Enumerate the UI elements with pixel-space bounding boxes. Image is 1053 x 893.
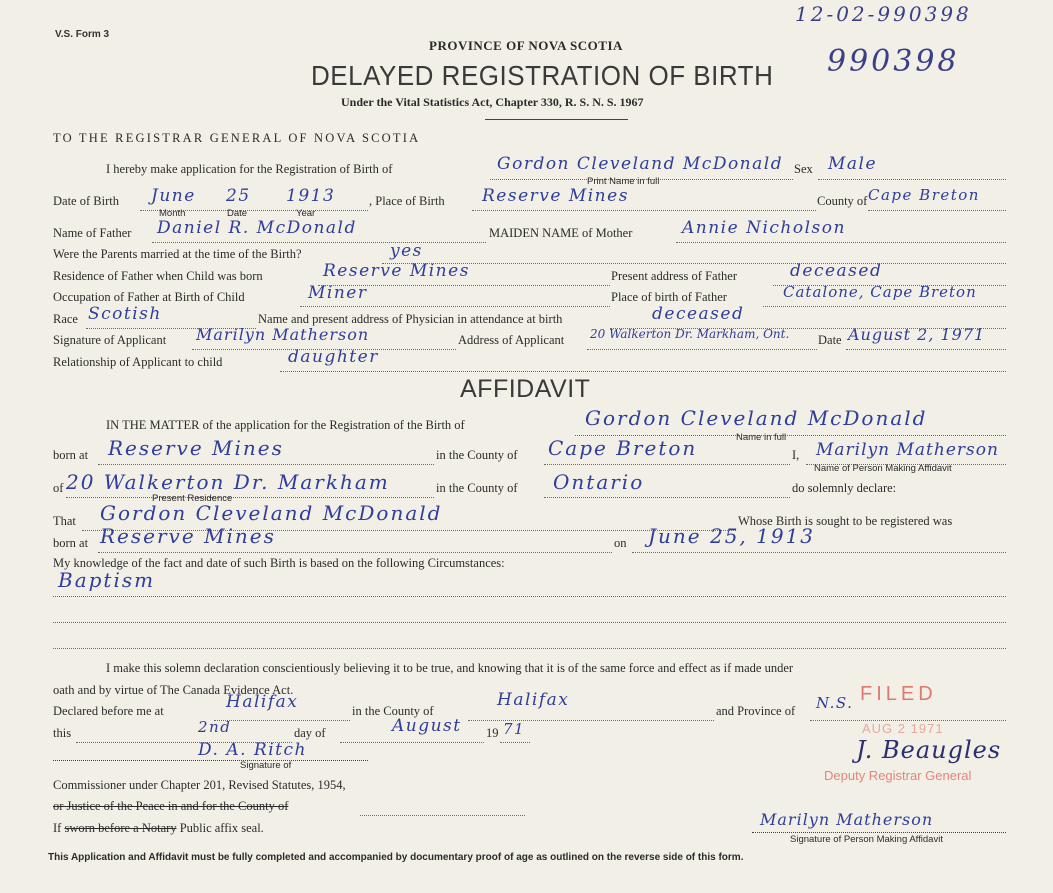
in-county2-line (544, 497, 790, 498)
day-of-value: August (392, 716, 462, 736)
present-address-father-label: Present address of Father (611, 269, 738, 283)
i-label: I, (792, 448, 800, 462)
person-sig-line (752, 832, 1006, 833)
married-line (382, 263, 1006, 264)
place-birth-father-line (763, 306, 1006, 307)
relationship-line (280, 371, 1006, 372)
father-label: Name of Father (53, 226, 132, 240)
year-value: 71 (503, 720, 526, 738)
notary-line (53, 821, 264, 836)
knowledge-line-2 (53, 622, 1006, 623)
sig-applicant-label: Signature of Applicant (53, 333, 167, 347)
name-full-caption: Name in full (736, 432, 787, 443)
in-county3-label: in the County of (352, 704, 434, 718)
that-value: Gordon Cleveland McDonald (100, 501, 443, 525)
married-label: Were the Parents married at the time of the Birth? (53, 247, 302, 261)
commissioner-sig-line (53, 760, 368, 761)
registrar-signature: J. Beaugles (856, 736, 1002, 764)
solemn-line-2: oath and by virtue of The Canada Evidence Act. (53, 683, 294, 697)
date-line (846, 349, 1006, 350)
registration-number: 990398 (827, 44, 960, 79)
race-label: Race (53, 312, 78, 326)
married-value: yes (390, 241, 423, 261)
on-label: on (614, 536, 627, 550)
i-value: Marilyn Matherson (816, 440, 999, 460)
notary-suffix: Public affix seal. (179, 821, 264, 835)
commissioner-line: Commissioner under Chapter 201, Revised Statutes, 1954, (53, 778, 346, 792)
occupation-line (300, 306, 610, 307)
solemn-line-1: I make this solemn declaration conscientiously believing it to be true, and knowing that it is of the same force and effect as if made under (106, 661, 794, 675)
father-value: Daniel R. McDonald (157, 218, 357, 238)
sex-line (818, 179, 1006, 180)
relationship-value: daughter (288, 347, 379, 367)
declared-at-value: Halifax (226, 692, 299, 712)
born-at2-label: born at (53, 536, 89, 550)
declare-label: do solemnly declare: (792, 481, 897, 495)
form-title: DELAYED REGISTRATION OF BIRTH (311, 59, 774, 92)
county-label: County of (817, 194, 868, 208)
filed-date-stamp: AUG 2 1971 (862, 721, 944, 736)
date-label: Date (818, 333, 842, 347)
born-at2-value: Reserve Mines (100, 524, 276, 548)
form-number: V.S. Form 3 (55, 29, 110, 40)
year-prefix: 19 (486, 726, 499, 740)
address-applicant-value: 20 Walkerton Dr. Markham, Ont. (590, 327, 790, 341)
print-name-caption: Print Name in full (587, 176, 660, 187)
pob-value: Reserve Mines (482, 186, 629, 206)
on-value: June 25, 1913 (648, 524, 816, 548)
place-birth-father-value: Catalone, Cape Breton (783, 283, 977, 301)
knowledge-label: My knowledge of the fact and date of such Birth is based on the following Circumstances: (53, 556, 505, 570)
title-underline (485, 119, 628, 120)
matter-label: IN THE MATTER of the application for the Registration of the Birth of (106, 418, 465, 432)
year-line (500, 742, 530, 743)
occupation-label: Occupation of Father at Birth of Child (53, 290, 245, 304)
sig-applicant-value: Marilyn Matherson (196, 325, 370, 344)
knowledge-line-3 (53, 648, 1006, 649)
county-line (868, 210, 1006, 211)
occupation-value: Miner (308, 283, 368, 303)
province-value: N.S. (816, 694, 854, 712)
physician-label: Name and present address of Physician in attendance at birth (258, 312, 563, 326)
in-county2-label: in the County of (436, 481, 518, 495)
notary-prefix: If (53, 821, 62, 835)
father-line (152, 242, 486, 243)
this-label: this (53, 726, 72, 740)
pob-line (472, 210, 816, 211)
physician-value: deceased (652, 304, 745, 324)
form-subtitle: Under the Vital Statistics Act, Chapter 330, R. S. N. S. 1967 (341, 95, 644, 109)
sex-label: Sex (794, 162, 813, 176)
day-of-label: day of (294, 726, 326, 740)
in-county2-value: Ontario (553, 470, 645, 494)
of-value: 20 Walkerton Dr. Markham (66, 470, 390, 494)
place-birth-father-label: Place of birth of Father (611, 290, 727, 304)
this-value: 2nd (198, 718, 232, 736)
month-caption: Month (159, 208, 186, 219)
pob-label: , Place of Birth (369, 194, 445, 208)
of-line (66, 497, 434, 498)
dob-month-value: June (151, 186, 196, 206)
in-county3-value: Halifax (497, 690, 570, 710)
knowledge-line-1 (53, 596, 1006, 597)
county-value: Cape Breton (868, 186, 980, 204)
born-at-value: Reserve Mines (108, 436, 284, 460)
present-address-father-value: deceased (790, 261, 883, 281)
address-applicant-label: Address of Applicant (458, 333, 565, 347)
on-line (632, 552, 1006, 553)
person-caption: Name of Person Making Affidavit (814, 463, 952, 474)
signature-of-caption: Signature of (240, 760, 292, 771)
relationship-label: Relationship of Applicant to child (53, 355, 223, 369)
in-county-value: Cape Breton (548, 436, 698, 460)
child-name-value: Gordon Cleveland McDonald (497, 154, 784, 174)
registrar-title-stamp: Deputy Registrar General (824, 768, 972, 783)
in-county-line (544, 464, 790, 465)
residence-father-label: Residence of Father when Child was born (53, 269, 263, 283)
justice-line: or Justice of the Peace in and for the County of (53, 799, 289, 813)
address-applicant-line (587, 349, 817, 350)
mother-line (676, 242, 1006, 243)
intro-label: I hereby make application for the Registration of Birth of (106, 162, 393, 176)
dob-date-value: 25 (226, 186, 251, 206)
affidavit-heading: AFFIDAVIT (460, 375, 591, 403)
to-registrar: TO THE REGISTRAR GENERAL OF NOVA SCOTIA (53, 131, 421, 145)
race-value: Scotish (88, 304, 162, 324)
present-residence-caption: Present Residence (152, 493, 233, 504)
born-at2-line (98, 552, 612, 553)
date-value: August 2, 1971 (848, 325, 986, 344)
footer-note: This Application and Affidavit must be fully completed and accompanied by documentary proof of age as outlined on the reverse side of this form. (48, 852, 744, 863)
dob-label: Date of Birth (53, 194, 119, 208)
justice-county-line (360, 815, 525, 816)
province-label: and Province of (716, 704, 796, 718)
sex-value: Male (828, 154, 878, 174)
mother-label: MAIDEN NAME of Mother (489, 226, 633, 240)
mother-value: Annie Nicholson (682, 218, 846, 238)
year-caption: Year (296, 208, 316, 219)
registration-number-top: 12-02-990398 (795, 2, 972, 26)
whose-birth-label: Whose Birth is sought to be registered was (738, 514, 953, 528)
date-caption: Date (227, 208, 248, 219)
that-label: That (53, 514, 76, 528)
commissioner-signature: D. A. Ritch (198, 740, 307, 760)
residence-father-value: Reserve Mines (323, 261, 470, 281)
born-at-label: born at (53, 448, 89, 462)
in-county-label: in the County of (436, 448, 518, 462)
person-sig-caption: Signature of Person Making Affidavit (790, 834, 943, 845)
person-signature: Marilyn Matherson (760, 810, 934, 829)
day-of-line (340, 742, 484, 743)
of-label: of (53, 481, 64, 495)
born-at-line (98, 464, 434, 465)
filed-stamp: FILED (860, 683, 937, 705)
province-heading: PROVINCE OF NOVA SCOTIA (429, 38, 623, 53)
notary-struck: sworn before a Notary (64, 821, 177, 835)
declared-at-line (214, 720, 350, 721)
matter-value: Gordon Cleveland McDonald (585, 406, 928, 430)
dob-year-value: 1913 (286, 186, 336, 206)
declared-label: Declared before me at (53, 704, 164, 718)
knowledge-value: Baptism (58, 568, 156, 592)
